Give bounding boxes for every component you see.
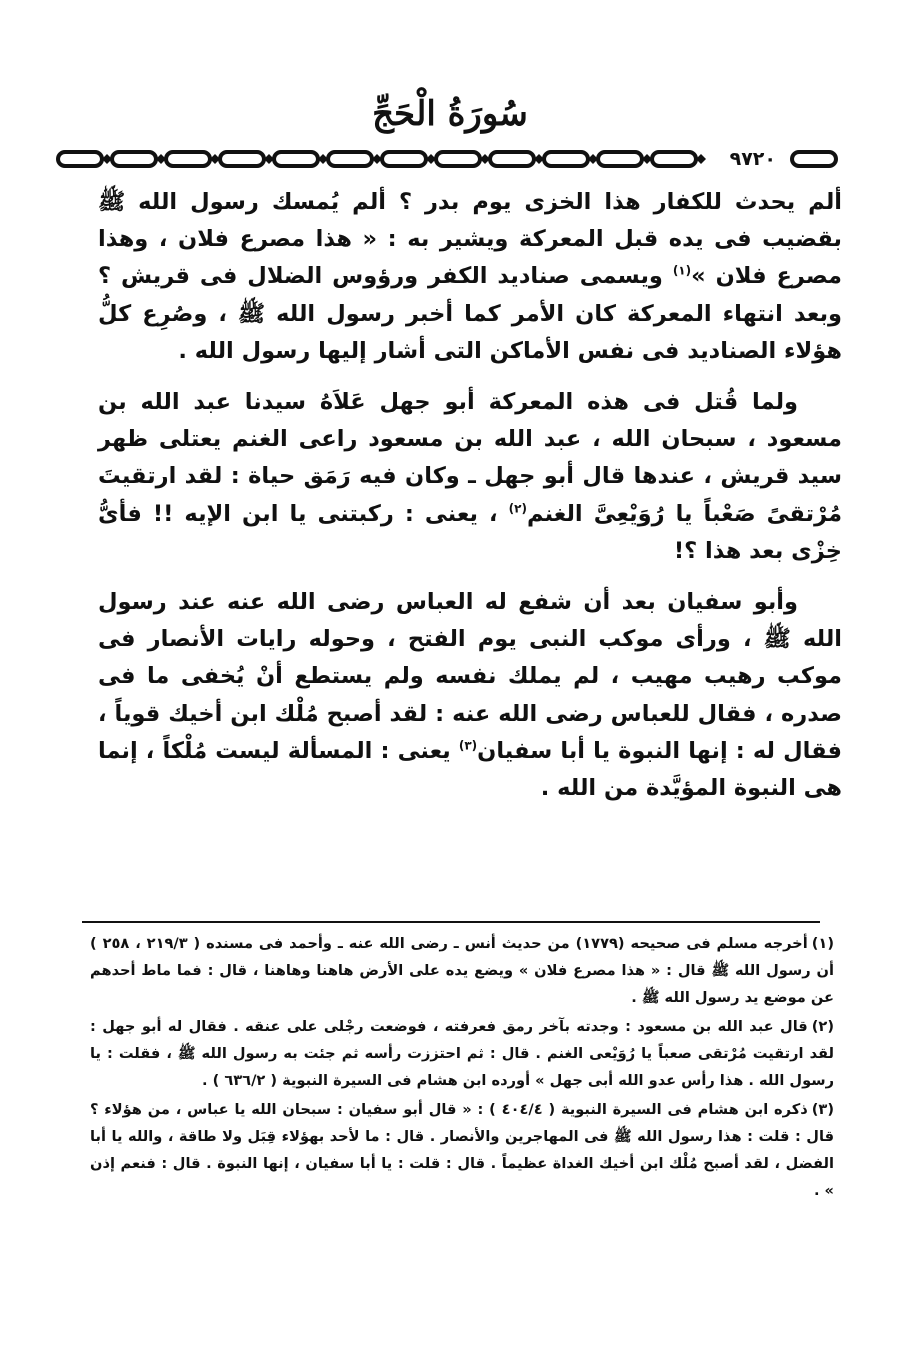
paragraph-1 [98, 184, 842, 370]
ornament-link [220, 152, 264, 166]
footnote-3-text: ذكره ابن هشام فى السيرة النبوية ( ٤٠٤/٤ ) : « قال أبو سفيان : سبحان الله يا عباس ، من هؤلاء ؟ قال : قلت : هذا رسول الله ﷺ فى المهاجرين والأنصار . قال : ما لأحد بهؤلاء قِبَل ولا طاقة ، والله يا أبا الفضل ، لقد أصبح مُلْك ابن أخيك الغداة عظيماً . قال : قلت : يا أبا سفيان ، إنها النبوة . قال : فنعم إذن » . [90, 1101, 834, 1199]
header-ornament-row [56, 145, 846, 173]
footnote-divider [82, 921, 820, 923]
ornament-link [328, 152, 372, 166]
ornament-link [382, 152, 426, 166]
footnote-2 [90, 1013, 834, 1094]
footnote-ref-1: (١) [672, 263, 692, 278]
page-number: ٩٧٢٠ [726, 145, 780, 173]
paragraph-3-text-a: وأبو سفيان بعد أن شفع له العباس رضى الله عنه عند رسول الله ﷺ ، ورأى موكب النبى يوم الفتح ، وحوله رايات الأنصار فى موكب رهيب مهيب ، لم يملك نفسه ولم يستطع أنْ يُخفى ما فى صدره ، فقال للعباس رضى الله عنه : لقد أصبح مُلْك ابن أخيك قوياً ، فقال له : إنها النبوة يا أبا سفيان [98, 589, 842, 764]
footnotes-section [90, 930, 834, 1206]
ornament-diamond [696, 154, 706, 164]
paragraph-1-text-b: ويسمى صناديد الكفر ورؤوس الضلال فى قريش ؟ وبعد انتهاء المعركة كان الأمر كما أخبر رسول الله ﷺ ، وصُرِع كلُّ هؤلاء الصناديد فى نفس الأماكن التى أشار إليها رسول الله . [98, 263, 842, 364]
paragraph-3 [98, 584, 842, 807]
ornament-link [112, 152, 156, 166]
paragraph-2-text-b: ، يعنى : ركبتنى يا ابن الإيه !! فأىُّ خِزْى بعد هذا ؟! [98, 500, 842, 564]
footnote-1-text: أخرجه مسلم فى صحيحه (١٧٧٩) من حديث أنس ـ رضى الله عنه ـ وأحمد فى مسنده ( ٢١٩/٣ ، ٢٥٨ ) أن رسول الله ﷺ قال : « هذا مصرع فلان » ويضع يده على الأرض هاهنا وهاهنا ، قال : فما ماط أحدهم عن موضع يد رسول الله ﷺ . [90, 935, 834, 1006]
ornament-link [490, 152, 534, 166]
footnote-2-text: قال عبد الله بن مسعود : وجدته بآخر رمق فعرفته ، فوضعت رجْلى على عنقه . فقال له أبو جهل : لقد ارتقيت مُرْتقى صعباً يا رُوَيْعى الغنم . قال : ثم احتززت رأسه ثم جئت به رسول الله ﷺ ، فقلت : يا رسول الله . هذا رأس عدو الله أبى جهل » أورده ابن هشام فى السيرة النبوية ( ٦٣٦/٢ ) . [90, 1018, 834, 1089]
footnote-1 [90, 930, 834, 1011]
ornament-link [792, 152, 836, 166]
ornament-link [652, 152, 696, 166]
ornament-link [166, 152, 210, 166]
paragraph-3-text-b: يعنى : المسألة ليست مُلْكاً ، إنما هى النبوة المؤيَّدة من الله . [98, 737, 842, 802]
ornament-link [274, 152, 318, 166]
footnote-3-number: (٣) [811, 1101, 834, 1118]
footnote-2-number: (٢) [811, 1018, 834, 1035]
footnote-3 [90, 1096, 834, 1204]
footnote-ref-2: (٢) [508, 501, 527, 516]
surah-title: سُورَةُ الْحَجِّ [372, 94, 528, 134]
main-text [98, 184, 842, 807]
paragraph-2-text-a: ولما قُتل فى هذه المعركة أبو جهل عَلاَهُ سيدنا عبد الله بن مسعود ، سبحان الله ، عبد الله بن مسعود راعى الغنم يعتلى ظهر سيد قريش ، عندها قال أبو جهل ـ وكان فيه رَمَق حياة : لقد ارتقيتَ مُرْتقىً صَعْباً يا رُوَيْعِىَّ الغنم [98, 389, 843, 527]
paragraph-2 [98, 384, 842, 570]
ornament-link [598, 152, 642, 166]
paragraph-1-text-a: ألم يحدث للكفار هذا الخزى يوم بدر ؟ ألم يُمسك رسول الله ﷺ بقضيب فى يده قبل المعركة ويشير به : « هذا مصرع فلان ، وهذا مصرع فلان » [98, 189, 842, 290]
ornament-link [544, 152, 588, 166]
ornament-link [58, 152, 102, 166]
ornament-link [436, 152, 480, 166]
footnote-1-number: (١) [811, 935, 834, 952]
footnote-ref-3: (٣) [458, 738, 478, 753]
